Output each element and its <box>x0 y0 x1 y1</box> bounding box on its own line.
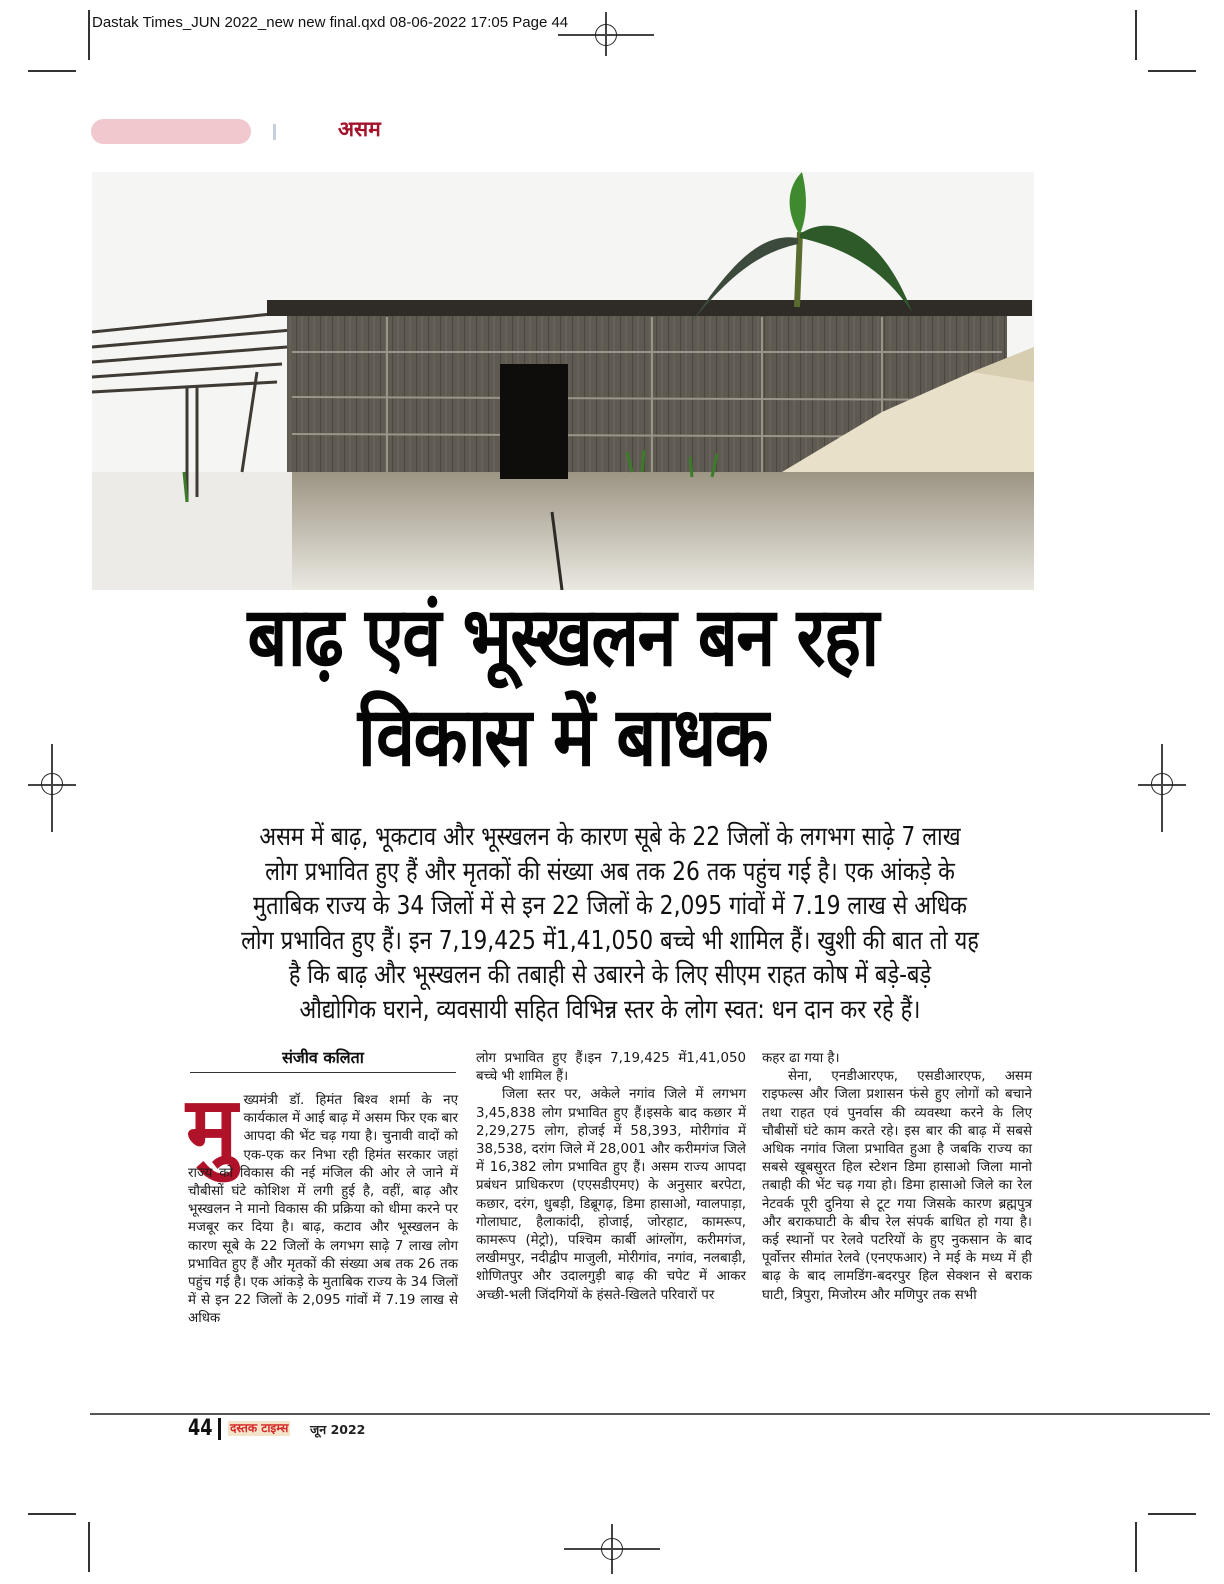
standfirst-line: मुताबिक राज्य के 34 जिलों में से इन 22 जिलों के 2,095 गांवों में 7.19 लाख से अधिक <box>253 891 967 921</box>
body-paragraph: कहर ढा गया है। <box>762 1051 840 1066</box>
headline <box>156 588 969 788</box>
byline: संजीव कलिता <box>190 1046 456 1073</box>
standfirst-line: लोग प्रभावित हुए हैं और मृतकों की संख्या अब तक 26 तक पहुंच गई है। एक आंकड़े के <box>265 856 955 887</box>
publication-logo: दस्तक टाइम्स <box>230 1421 289 1435</box>
crop-mark <box>1148 1513 1196 1515</box>
standfirst-line: असम में बाढ़, भूकटाव और भूस्खलन के कारण सूबे के 22 जिलों के लगभग साढ़े 7 लाख <box>259 822 961 852</box>
body-paragraph: ख्यमंत्री डॉ. हिमंत बिश्व शर्मा के नए कार्यकाल में आई बाढ़ में असम फिर एक बार आपदा की भेंट चढ़ गया है। चुनावी वादों को एक-एक कर निभा रही हिमंत सरकार जहां राज्य को विकास की नई मंजिल की ओर ले जाने में चौबीसों घंटे कोशिश में लगी हुई है, वहीं, बाढ़ और भूस्खलन ने मानो विकास की प्रक्रिया को धीमा करने पर मजबूर कर दिया है। बाढ़, कटाव और भूस्खलन के कारण सूबे के 22 जिलों के लगभग साढ़े 7 लाख लोग प्रभावित हुए हैं और मृतकों की संख्या अब तक 26 तक पहुंच गई है। एक आंकड़े के मुताबिक राज्य के 34 जिलों में से इन 22 जिलों के 2,095 गांवों में 7.19 लाख से अधिक <box>188 1093 458 1327</box>
body-column-1 <box>186 1079 458 1329</box>
hut-roof <box>267 300 1032 316</box>
issue-date: जून 2022 <box>310 1422 366 1437</box>
body-paragraph: सेना, एनडीआरएफ, एसडीआरएफ, असम राइफल्स और जिला प्रशासन फंसे हुए लोगों को बचाने तथा राहत एवं पुनर्वास की व्यवस्था करने के लिए चौबीसों घंटे काम करते रहे। इस बार की बाढ़ में सबसे अधिक नगांव जिला प्रभावित हुआ है जबकि राज्य का सबसे खूबसुरत हिल स्टेशन डिमा हासाओ जिला मानो तबाही की भेंट चढ़ गया हो। डिमा हासाओ जिले का रेल नेटवर्क पूरी दुनिया से टूट गया जिसके कारण ब्रह्मपुत्र और बराकघाटी के बीच रेल संपर्क बाधित हो गया है। कई स्थानों पर रेलवे पटरियों के हुए नुकसान के बाद पूर्वोत्तर सीमांत रेलवे (एनएफआर) ने मई के मध्य में ही बाढ़ के बाद लामडिंग-बदरपुर हिल सेक्शन से बराक घाटी, त्रिपुरा, मिजोरम और मणिपुर तक सभी <box>762 1069 1032 1303</box>
crop-mark <box>1135 10 1137 60</box>
flood-photo-illustration <box>92 172 1034 590</box>
standfirst <box>240 820 979 1027</box>
standfirst-line: औद्योगिक घराने, व्यवसायी सहित विभिन्न स्तर के लोग स्वत: धन दान कर रहे हैं। <box>299 994 921 1025</box>
crop-mark <box>1135 1522 1137 1572</box>
footer-divider <box>218 1418 221 1440</box>
headline-line-2: विकास में बाधक <box>357 690 768 785</box>
footer-rule <box>90 1413 1210 1415</box>
standfirst-line: लोग प्रभावित हुए हैं। इन 7,19,425 में1,41,050 बच्चे भी शामिल हैं। खुशी की बात तो यह <box>241 925 979 956</box>
crop-mark <box>28 1513 76 1515</box>
section-pill <box>91 119 251 144</box>
section-label: असम <box>338 117 381 141</box>
body-column-3 <box>762 1050 1032 1305</box>
hut-door <box>500 364 568 479</box>
section-divider <box>273 124 276 140</box>
crop-mark <box>88 10 90 60</box>
print-slug: Dastak Times_JUN 2022_new new final.qxd 08-06-2022 17:05 Page 44 <box>92 14 569 31</box>
headline-line-1: बाढ़ एवं भूस्खलन बन रहा <box>247 590 878 685</box>
drop-cap: मु <box>186 1079 238 1179</box>
body-paragraph: जिला स्तर पर, अकेले नगांव जिले में लगभग 3,45,838 लोग प्रभावित हुए हैं।इसके बाद कछार में 2,29,275 लोग, होजई में 58,393, मोरीगांव में 38,538, दरांग जिले में 28,001 और करीमगंज जिले में 16,382 लोग प्रभावित हुए हैं। असम राज्य आपदा प्रबंधन प्राधिकरण (एएसडीएमए) के अनुसार बरपेटा, कछार, दरंग, धुबड़ी, डिब्रूगढ़, डिमा हासाओ, ग्वालपाड़ा, गोलाघाट, हैलाकांदी, होजाई, जोरहाट, कामरूप, कामरूप (मेट्रो), पश्चिम कार्बी आंग्लोंग, करीमगंज, लखीमपुर, नदीद्वीप माजुली, मोरीगांव, नगांव, नलबाड़ी, शोणितपुर और उदालगुड़ी बाढ़ की चपेट में आकर अच्छी-भली जिंदगियों के हंसते-खिलते परिवारों पर <box>476 1087 746 1303</box>
page-number: 44 <box>188 1416 213 1441</box>
article-photo <box>92 172 1034 590</box>
standfirst-line: है कि बाढ़ और भूस्खलन की तबाही से उबारने के लिए सीएम राहत कोष में बड़े-बड़े <box>288 960 932 990</box>
body-column-2 <box>476 1050 746 1305</box>
crop-mark <box>1148 70 1196 72</box>
water-left-glare <box>92 472 292 590</box>
body-paragraph: लोग प्रभावित हुए हैं।इन 7,19,425 में1,41,050 बच्चे भी शामिल हैं। <box>476 1051 746 1085</box>
crop-mark <box>88 1522 90 1572</box>
crop-mark <box>28 70 76 72</box>
